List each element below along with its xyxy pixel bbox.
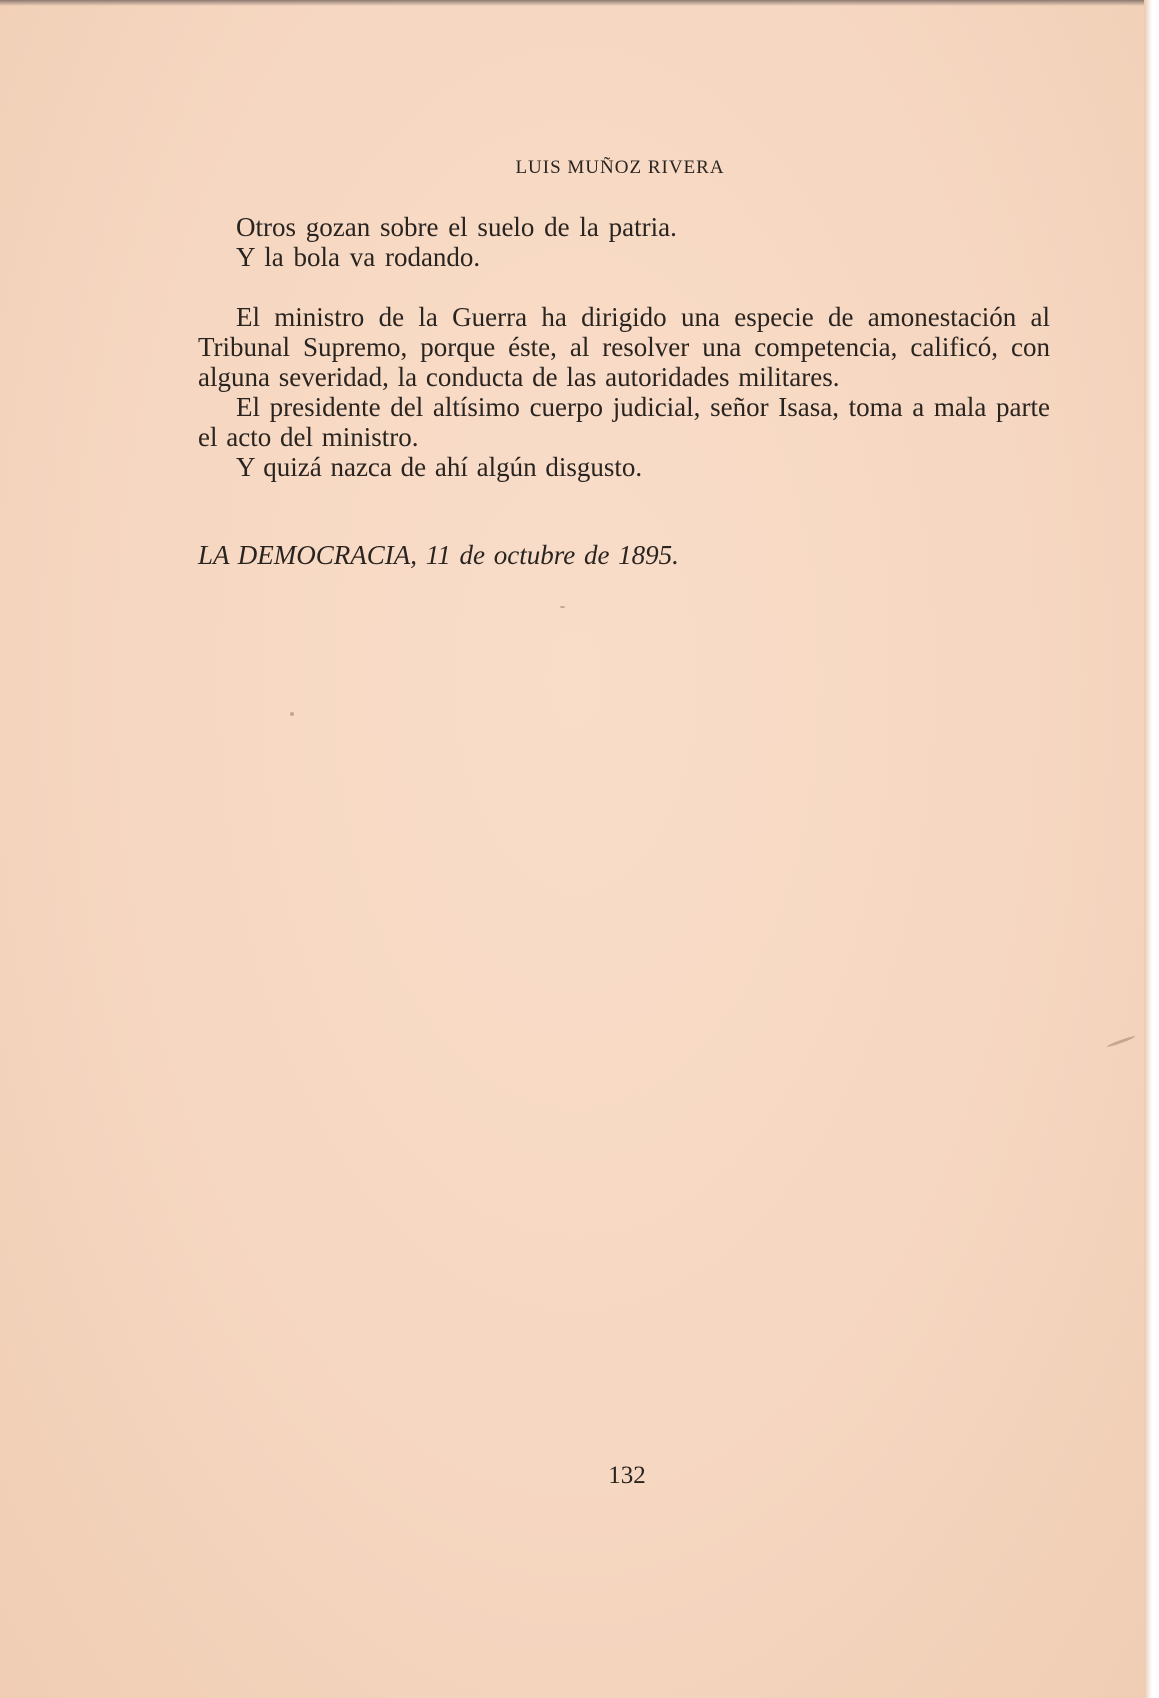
paragraph: El presidente del altísimo cuerpo judicial, señor Isasa, toma a mala parte el acto del ministro. [198, 392, 1050, 452]
running-head: LUIS MUÑOZ RIVERA [515, 157, 725, 178]
paper-speck [560, 606, 565, 608]
paper-crease [1106, 1035, 1135, 1048]
scan-top-shadow [0, 0, 1152, 6]
verse-block [236, 212, 677, 272]
body-text [198, 302, 1050, 482]
paragraph: Y quizá nazca de ahí algún disgusto. [236, 452, 643, 482]
verse-line: Otros gozan sobre el suelo de la patria. [236, 212, 677, 242]
source-citation: LA DEMOCRACIA, 11 de octubre de 1895. [198, 540, 679, 570]
page-edge [1144, 0, 1152, 1698]
paper-speck [290, 712, 294, 716]
page-number: 132 [608, 1462, 646, 1489]
verse-line: Y la bola va rodando. [236, 242, 481, 272]
paragraph: El ministro de la Guerra ha dirigido una especie de amonestación al Tribunal Supremo, porque éste, al resolver una competencia, calificó, con alguna severidad, la conducta de las autoridades militares. [198, 302, 1050, 392]
